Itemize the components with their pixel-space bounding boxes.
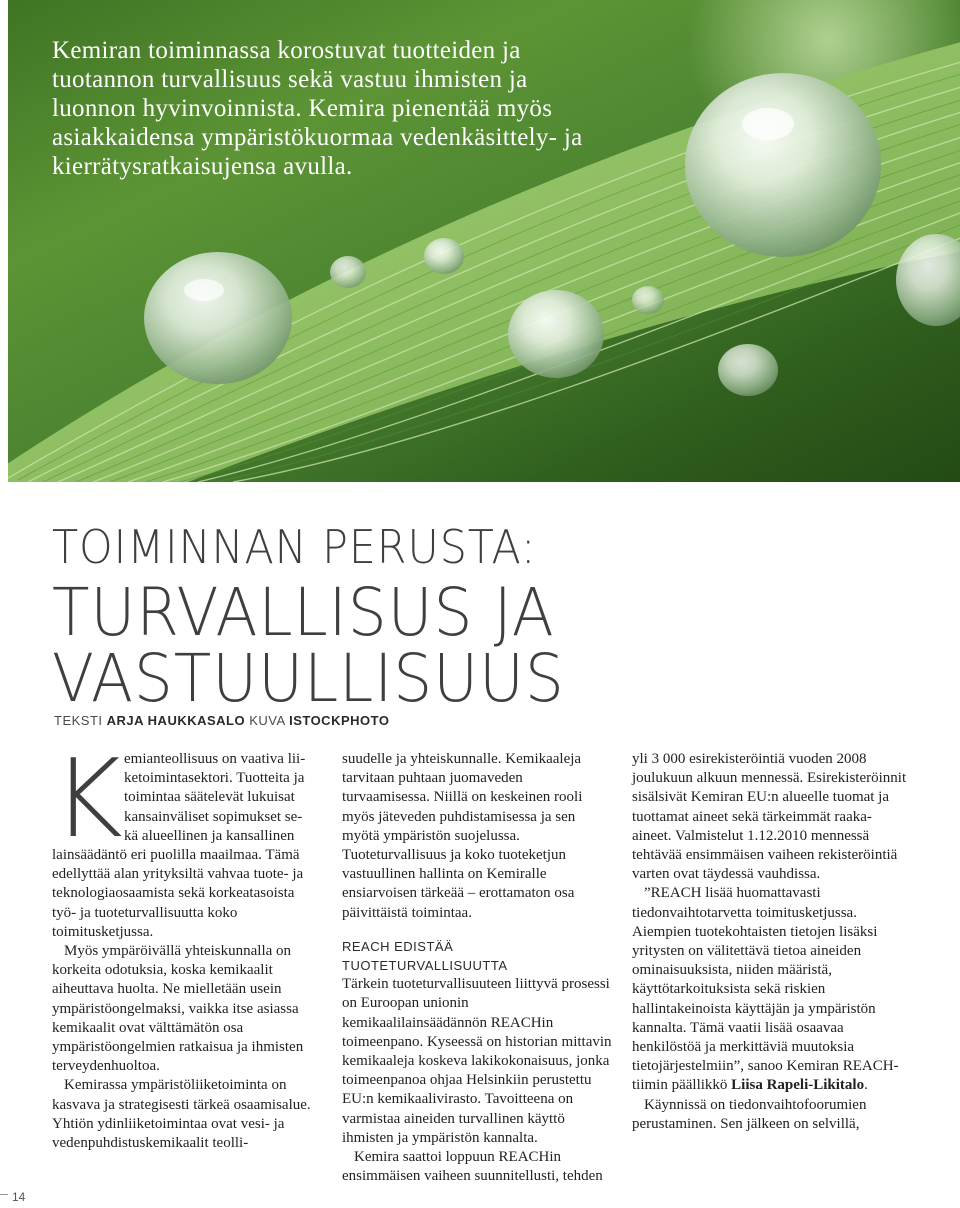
byline: [54, 713, 389, 728]
lead-line: toimintaa säätelevät lukuisat: [124, 789, 295, 806]
article-column-2: [342, 750, 612, 1186]
byline-photographer: ISTOCKPHOTO: [289, 713, 390, 728]
hero-image: [8, 0, 960, 482]
quote-text: ”REACH lisää huomattavasti tiedonvaihtotarvetta toimitusketjussa. Aiempien tuotekohtaisten tietojen lisäksi yritysten on välitettävä tietoa aineiden ominaisuuksista, niiden määristä, käyttötarkoituksista sekä riskien hallintakeinoista käyttäjän ja ympäristön kannalta. Tämä vaatii lisää osaavaa henkilöstöä ja merkittäviä muutoksia tietojärjestelmiin”, sanoo Kemiran REACH-tiimin päällikkö: [632, 885, 899, 1094]
paragraph: [632, 884, 907, 1095]
quoted-person: Liisa Rapeli-Likitalo: [731, 1077, 865, 1094]
paragraph: Kemirassa ympäristöliiketoiminta on kasvava ja strategisesti tärkeä osaamisalue. Yhtiön ydinliiketoimintaa ovat vesi- ja vedenpuhdistuskemikaalit teolli-: [52, 1077, 311, 1152]
byline-photo-label: KUVA: [249, 713, 285, 728]
lead-line: ketoimintasektori. Tuotteita ja: [124, 770, 305, 787]
title-line-1: TURVALLISUS JA: [52, 574, 555, 651]
paragraph: Käynnissä on tiedonvaihtofoorumien perustaminen. Sen jälkeen on selvillä,: [632, 1096, 867, 1132]
water-drop-small: [632, 286, 664, 314]
paragraph: yli 3 000 esirekisteröintiä vuoden 2008 joulukuun alkuun mennessä. Esirekisteröinnit sisälsivät Kemiran EU:n alueelle tuomat ja tuottamat aineet sekä tärkeimmät raaka-aineet. Valmistelut 1.12.2010 mennessä tehtävää ensimmäisen vaiheen rekisteröintiä varten ovat täydessä vauhdissa.: [632, 751, 907, 883]
page-number: 14: [12, 1190, 26, 1204]
lead-line: kansainväliset sopimukset se-: [124, 808, 303, 825]
article-column-1: [52, 737, 314, 1153]
byline-text-label: TEKSTI: [54, 713, 103, 728]
paragraph: suudelle ja yhteiskunnalle. Kemikaaleja tarvitaan puhtaan juomaveden turvaamisessa. Niillä on keskeinen rooli myös jäteveden puhdistamisessa ja sen myötä ympäristön suojelussa. Tuoteturvallisuus ja koko tuoteketjun vastuullinen hallinta on Kemiralle ensiarvoisen tärkeää – erottamaton osa päivittäistä toimintaa.: [342, 751, 583, 921]
article-title: [52, 520, 603, 717]
paragraph: Myös ympäröivällä yhteiskunnalla on korkeita odotuksia, koska kemikaalit aiheuttava huolta. Ne mielletään usein ympäristöongelmaksi, vaikka itse asiassa kemikaalit ovat välttämätön osa ympäristöongelmien ratkaisua ja ihmisten terveydenhuoltoa.: [52, 943, 304, 1075]
water-drop: [144, 252, 292, 384]
lead-line: emianteollisuus on vaativa lii-: [124, 751, 306, 767]
paragraph: lainsäädäntö eri puolilla maailmaa. Tämä edellyttää alan yrityksiltä vahvaa tuote- ja teknologiaosaamista sekä korkeatasoista työ- ja tuoteturvallisuutta koko toimitusketjussa.: [52, 847, 304, 940]
water-drop-small: [718, 344, 778, 396]
title-kicker: TOIMINNAN PERUSTA:: [52, 520, 537, 574]
article-column-3: [632, 750, 907, 1134]
paragraph: Kemira saattoi loppuun REACHin ensimmäisen vaiheen suunnitellusti, tehden: [342, 1149, 603, 1185]
lead-line: kä alueellinen ja kansallinen: [124, 827, 295, 844]
water-drop-large: [685, 73, 881, 257]
water-drop: [508, 290, 604, 378]
paragraph: Tärkein tuoteturvallisuuteen liittyvä prosessi on Euroopan unionin kemikaalilainsäädännön REACHin toimeenpano. Kyseessä on historian mittavin kemikaaleja koskeva lakikokonaisuus, jonka toimeenpanoa ohjaa Helsinkiin perustettu EU:n kemikaalivirasto. Tavoitteena on varmistaa aineiden turvallinen käyttö ihmisten ja ympäristön kannalta.: [342, 976, 612, 1146]
quote-end: .: [864, 1077, 868, 1094]
water-drop-small: [424, 238, 464, 274]
drop-cap: K: [52, 737, 123, 862]
hero-intro-text: Kemiran toiminnassa korostuvat tuotteiden ja tuotannon turvallisuus sekä vastuu ihmisten ja luonnon hyvinvoinnista. Kemira pienentää myös asiakkaidensa ympäristökuormaa vedenkäsittely- ja kierrätysratkaisujensa avulla.: [52, 37, 583, 180]
water-drop-small: [330, 256, 366, 288]
drop-cap-lines: [124, 750, 314, 846]
byline-author: ARJA HAUKKASALO: [106, 713, 246, 728]
section-subheading: REACH EDISTÄÄ TUOTETURVALLISUUTTA: [342, 938, 508, 974]
page-rule: [0, 1194, 8, 1195]
title-line-2: VASTUULLISUUS: [52, 640, 565, 717]
